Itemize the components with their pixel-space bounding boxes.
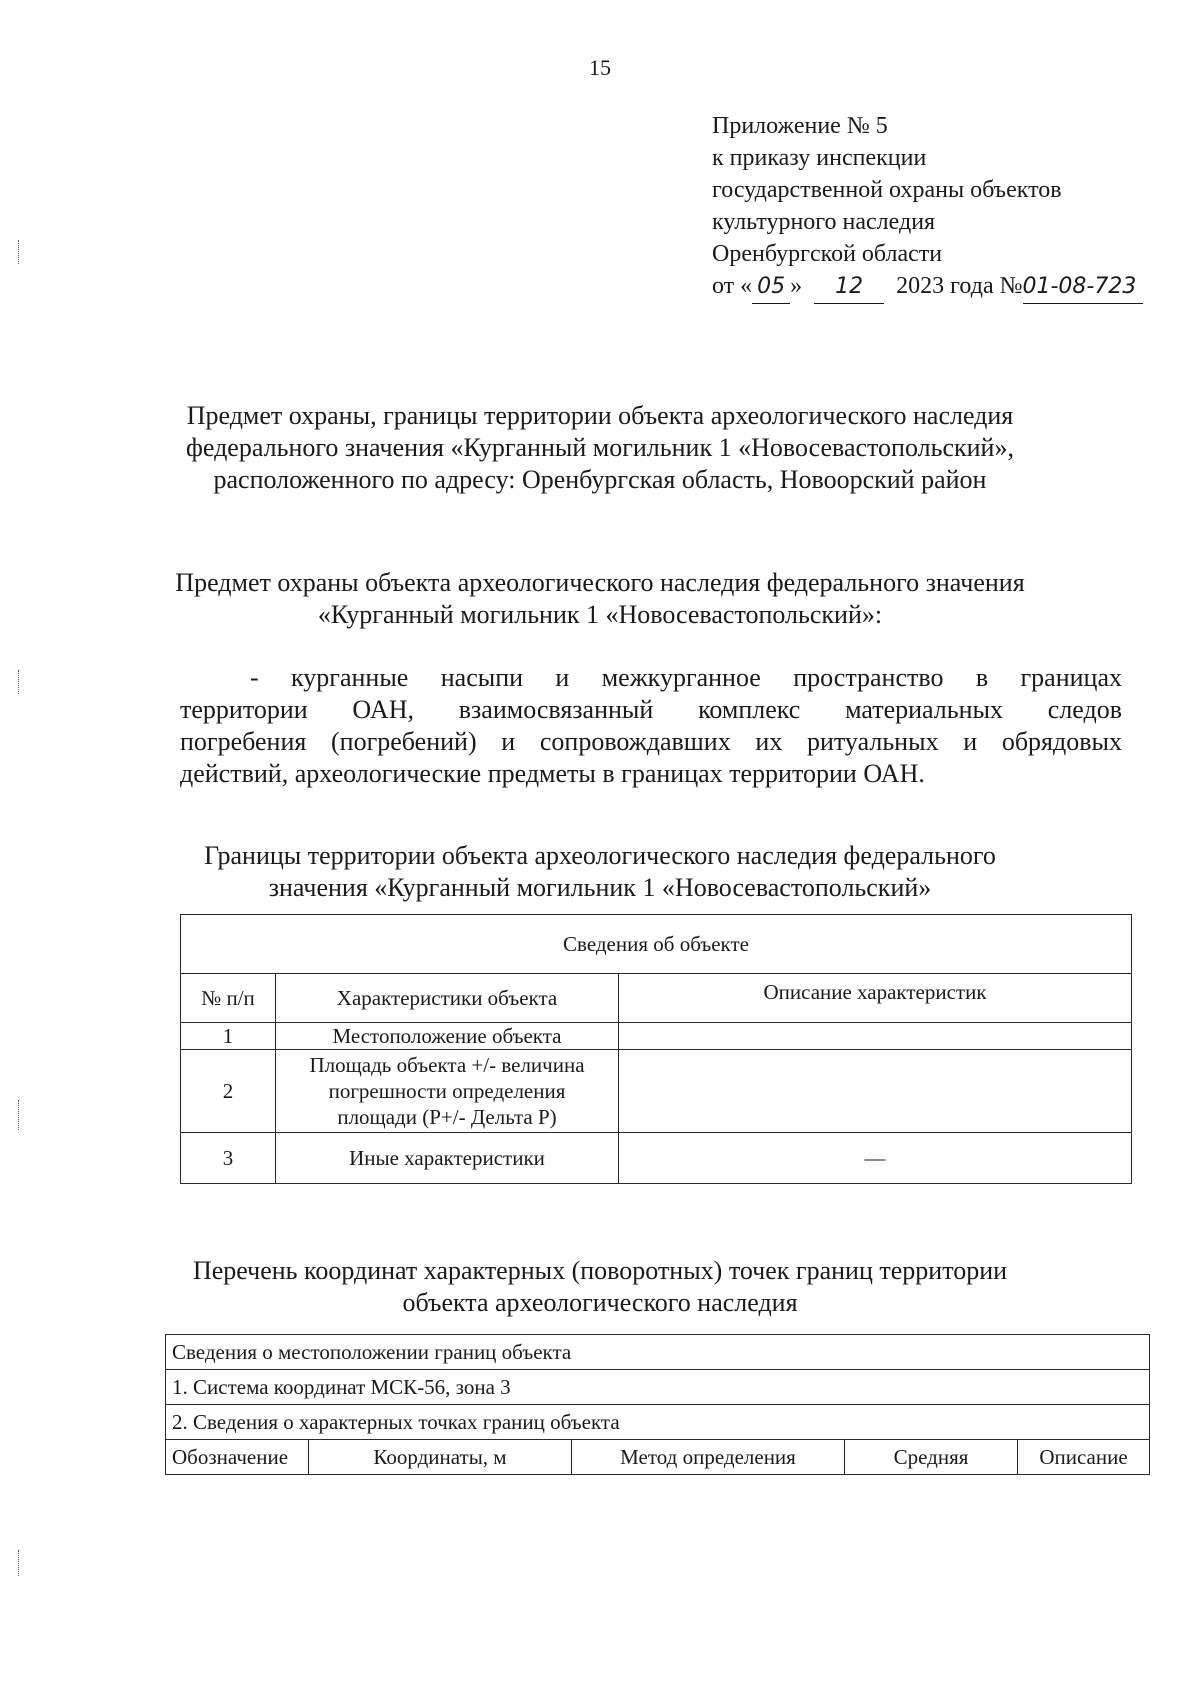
table-header-cell: Описание характеристик [619,974,1132,1023]
row-name: Иные характеристики [276,1133,619,1184]
appendix-line: государственной охраны объектов [712,177,1062,203]
appendix-block [712,110,1143,304]
date-prefix: от « [712,273,753,299]
scan-margin-mark [18,670,22,694]
heading-line: значения «Курганный могильник 1 «Новосевастопольский» [268,873,932,902]
coord-row-points: 2. Сведения о характерных точках границ объекта [166,1405,1150,1440]
appendix-date-line [712,270,1143,304]
title-line: Предмет охраны, границы территории объекта археологического наследия [186,401,1014,430]
paragraph-line: погребения (погребений) и сопровождавших их ритуальных и обрядовых [180,727,1122,756]
row-description: — [619,1133,1132,1184]
coordinates-heading [150,1255,1050,1319]
scan-margin-mark [18,240,22,264]
date-close: » [790,273,803,299]
scan-margin-mark [18,1550,22,1576]
appendix-line: Оренбургской области [712,241,943,267]
row-number: 1 [181,1023,276,1050]
row-number: 2 [181,1050,276,1133]
row-name-line: погрешности определения [328,1079,566,1103]
appendix-line: к приказу инспекции [712,145,927,171]
table-header-cell: № п/п [181,974,276,1023]
title-line: федерального значения «Курганный могильник 1 «Новосевастопольский», [186,433,1014,462]
date-month: 12 [814,271,884,304]
page-number: 15 [589,55,611,80]
paragraph-line: действий, археологические предметы в границах территории ОАН. [180,759,925,788]
row-description [619,1050,1132,1133]
table-caption: Сведения об объекте [181,915,1132,974]
row-name: Местоположение объекта [276,1023,619,1050]
heading-line: Границы территории объекта археологического наследия федерального [204,841,996,870]
heading-line: Предмет охраны объекта археологического наследия федерального значения [175,568,1025,597]
coord-row-system: 1. Система координат МСК-56, зона 3 [166,1370,1150,1405]
document-title [150,400,1050,496]
coord-header-cell: Средняя [845,1440,1018,1475]
row-number: 3 [181,1133,276,1184]
date-day: 05 [752,271,790,304]
table-row [181,1023,1132,1050]
heading-line: объекта археологического наследия [402,1288,798,1317]
paragraph-line: территории ОАН, взаимосвязанный комплекс материальных следов [180,695,1122,724]
object-info-table [180,914,1132,1184]
title-line: расположенного по адресу: Оренбургская область, Новоорский район [213,465,987,494]
row-name-line: площади (Р+/- Дельта Р) [337,1105,557,1129]
protection-paragraph [180,662,1122,790]
row-description [619,1023,1132,1050]
table-row [181,1133,1132,1184]
coord-header-cell: Обозначение [166,1440,309,1475]
protection-heading [150,567,1050,631]
row-name-line: Площадь объекта +/- величина [309,1053,585,1077]
date-year: 2023 года № [896,273,1023,299]
row-name [276,1050,619,1133]
boundaries-heading [150,840,1050,904]
coord-header-row [166,1440,1150,1475]
appendix-line: Приложение № 5 [712,113,888,139]
heading-line: Перечень координат характерных (поворотных) точек границ территории [192,1256,1008,1285]
coord-header-cell: Описание [1018,1440,1150,1475]
coord-header-cell: Метод определения [572,1440,845,1475]
coordinates-table [165,1334,1150,1475]
heading-line: «Курганный могильник 1 «Новосевастопольский»: [317,600,883,629]
coord-header-cell: Координаты, м [309,1440,572,1475]
order-number: 01-08-723 [1023,271,1143,304]
paragraph-line: - курганные насыпи и межкурганное пространство в границах [250,663,1122,692]
appendix-line: культурного наследия [712,209,936,235]
scan-margin-mark [18,1100,22,1130]
table-row [181,1050,1132,1133]
table-header-cell: Характеристики объекта [276,974,619,1023]
coord-row-location: Сведения о местоположении границ объекта [166,1335,1150,1370]
